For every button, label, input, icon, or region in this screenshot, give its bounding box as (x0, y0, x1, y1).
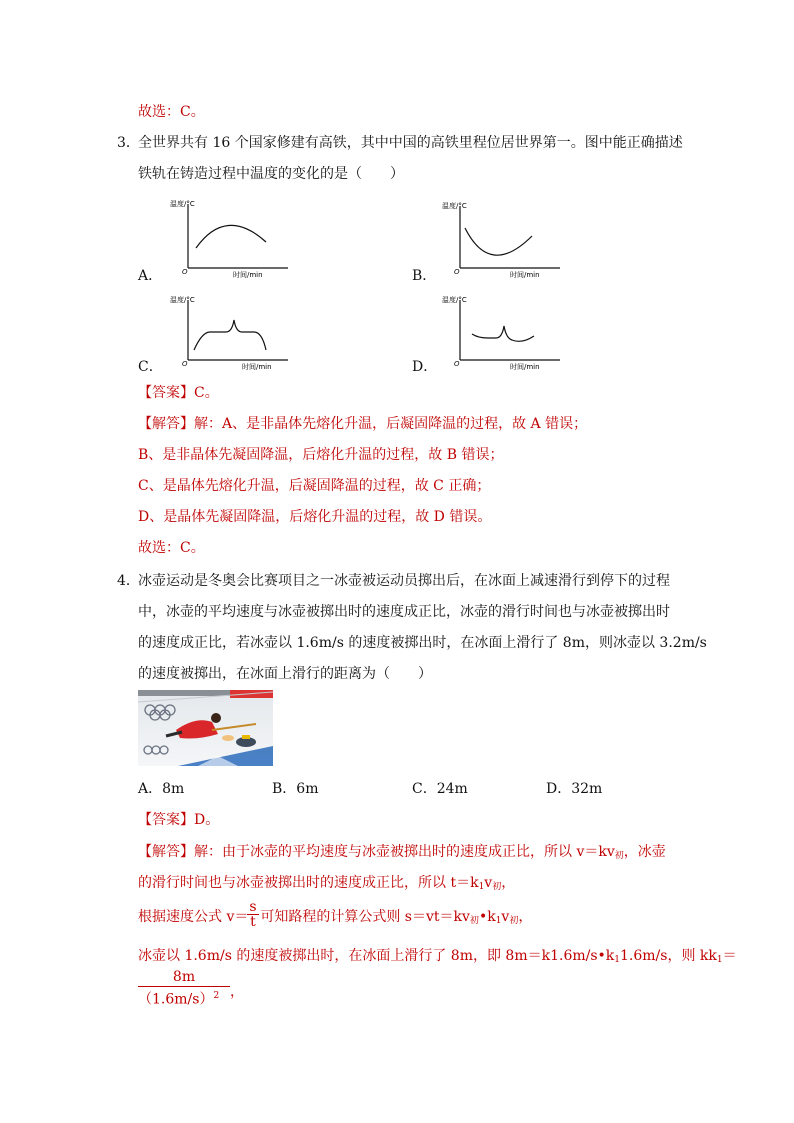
q4-line1: 冰壶运动是冬奥会比赛项目之一冰壶被运动员掷出后，在冰面上减速滑行到停下的过程 (138, 573, 670, 589)
q3-analysis-d: D、是晶体先凝固降温，后熔化升温的过程，故 D 错误。 (138, 509, 492, 525)
q4-sol2-text: 的滑行时间也与冰壶被掷出时的速度成正比，所以 t＝k (138, 875, 479, 891)
graph-d-xlabel: 时间/min (510, 363, 540, 371)
graph-d-origin: O (454, 360, 460, 368)
option-b-label: B． (412, 268, 437, 284)
q4-sol4-sub1: 1 (614, 955, 621, 965)
q4-sol2-sub1: 1 (478, 882, 485, 892)
q4-analysis-tag: 【解答】 (138, 844, 194, 860)
q4-sol3-pre: 根据速度公式 v＝ (138, 909, 249, 925)
q4-sol3-mid: •k (478, 909, 496, 925)
graph-b-xlabel: 时间/min (510, 271, 540, 279)
fraction2-numerator: 8m (172, 969, 196, 985)
graph-c (168, 292, 293, 378)
q4-option-a: A．8m (138, 781, 185, 797)
q4-line2: 中，冰壶的平均速度与冰壶被掷出时的速度成正比，冰壶的滑行时间也与冰壶被掷出时 (138, 604, 670, 620)
q4-line4: 的速度被掷出，在冰面上滑行的距离为（ ） (138, 666, 432, 682)
q4-sol3-sub2: 初 (509, 916, 519, 926)
q4-sol2-end: ， (501, 875, 516, 891)
fraction2-end: ， (230, 984, 244, 1000)
option-c-label: C． (138, 359, 163, 375)
q4-sol1-sub: 初 (614, 851, 624, 861)
q4-answer: 【答案】D。 (138, 812, 220, 828)
graph-b (440, 200, 565, 286)
q3-analysis-tag: 【解答】 (138, 416, 194, 432)
q3-choose: 故选：C。 (138, 540, 205, 556)
q4-sol3-post: 可知路程的计算公式则 s＝vt＝kv (260, 909, 470, 925)
q3-answer: 【答案】C。 (138, 385, 219, 401)
q4-sol1-text: 解：由于冰壶的平均速度与冰壶被掷出时的速度成正比，所以 v＝kv (194, 844, 615, 860)
graph-c-origin: O (182, 360, 188, 368)
q3-analysis-a-text: 解：A、是非晶体先熔化升温，后凝固降温的过程，故 A 错误； (194, 416, 588, 432)
graph-a (168, 198, 293, 284)
q4-option-d: D．32m (546, 781, 603, 797)
graph-a-xlabel: 时间/min (233, 271, 263, 279)
q3-analysis-b: B、是非晶体先凝固降温，后熔化升温的过程，故 B 错误； (138, 447, 504, 463)
graph-c-xlabel: 时间/min (242, 363, 272, 371)
graph-d (440, 292, 565, 378)
graph-b-origin: O (454, 268, 460, 276)
q4-sol3-sub1: 1 (495, 916, 502, 926)
q3-line1: 全世界共有 16 个国家修建有高铁，其中中国的高铁里程位居世界第一。图中能正确描述 (138, 135, 683, 151)
q4-sol3-end: ， (518, 909, 533, 925)
q3-number: 3． (117, 135, 140, 151)
graph-a-origin: O (182, 268, 188, 276)
q4-sol4-tail: ＝ (722, 948, 737, 964)
fraction2-exp: 2 (213, 991, 220, 1001)
q4-sol1 (138, 842, 666, 866)
q4-sol2 (138, 873, 515, 897)
fraction2-denominator (138, 986, 230, 1009)
q3-analysis-c: C、是晶体先熔化升温，后凝固降温的过程，故 C 正确； (138, 478, 491, 494)
fraction-s-over-t (247, 900, 259, 929)
q4-line3: 的速度成正比，若冰壶以 1.6m/s 的速度被掷出时，在冰面上滑行了 8m，则冰壶以 3.2m/s (138, 635, 707, 651)
q4-sol1-end: ，冰壶 (623, 844, 666, 860)
fraction-denominator: t (247, 914, 259, 929)
q4-sol3-v: v (501, 909, 510, 925)
q4-sol3 (138, 907, 532, 931)
q4-sol3-sub: 初 (469, 916, 479, 926)
fraction2-den-text: （1.6m/s） (138, 991, 214, 1008)
graph-b-ylabel: 温度/°C (442, 202, 467, 210)
fraction-8m (138, 968, 230, 1009)
option-a-label: A． (138, 268, 163, 284)
fraction-numerator: s (249, 899, 257, 915)
graph-c-ylabel: 温度/°C (170, 296, 195, 304)
q4-sol4-text: 冰壶以 1.6m/s 的速度被掷出时，在冰面上滑行了 8m，即 8m＝k1.6m/s•k (138, 948, 615, 964)
q4-option-c: C．24m (412, 781, 468, 797)
q3-line2: 铁轨在铸造过程中温度的变化的是（ ） (138, 166, 404, 182)
q4-sol2-mid: v (484, 875, 493, 891)
curling-photo (138, 690, 273, 770)
q4-option-b: B．6m (272, 781, 319, 797)
q4-sol4 (138, 946, 737, 970)
graph-d-ylabel: 温度/°C (442, 296, 467, 304)
q4-sol2-sub: 初 (492, 882, 502, 892)
q4-sol4-sub1b: 1 (716, 955, 723, 965)
graph-a-ylabel: 温度/°C (170, 200, 195, 208)
option-d-label: D． (412, 359, 438, 375)
q3-analysis-a (138, 414, 587, 434)
q4-sol4-end: 1.6m/s，则 kk (620, 948, 717, 964)
choose-prev: 故选：C。 (138, 104, 205, 120)
q4-number: 4． (117, 573, 140, 589)
